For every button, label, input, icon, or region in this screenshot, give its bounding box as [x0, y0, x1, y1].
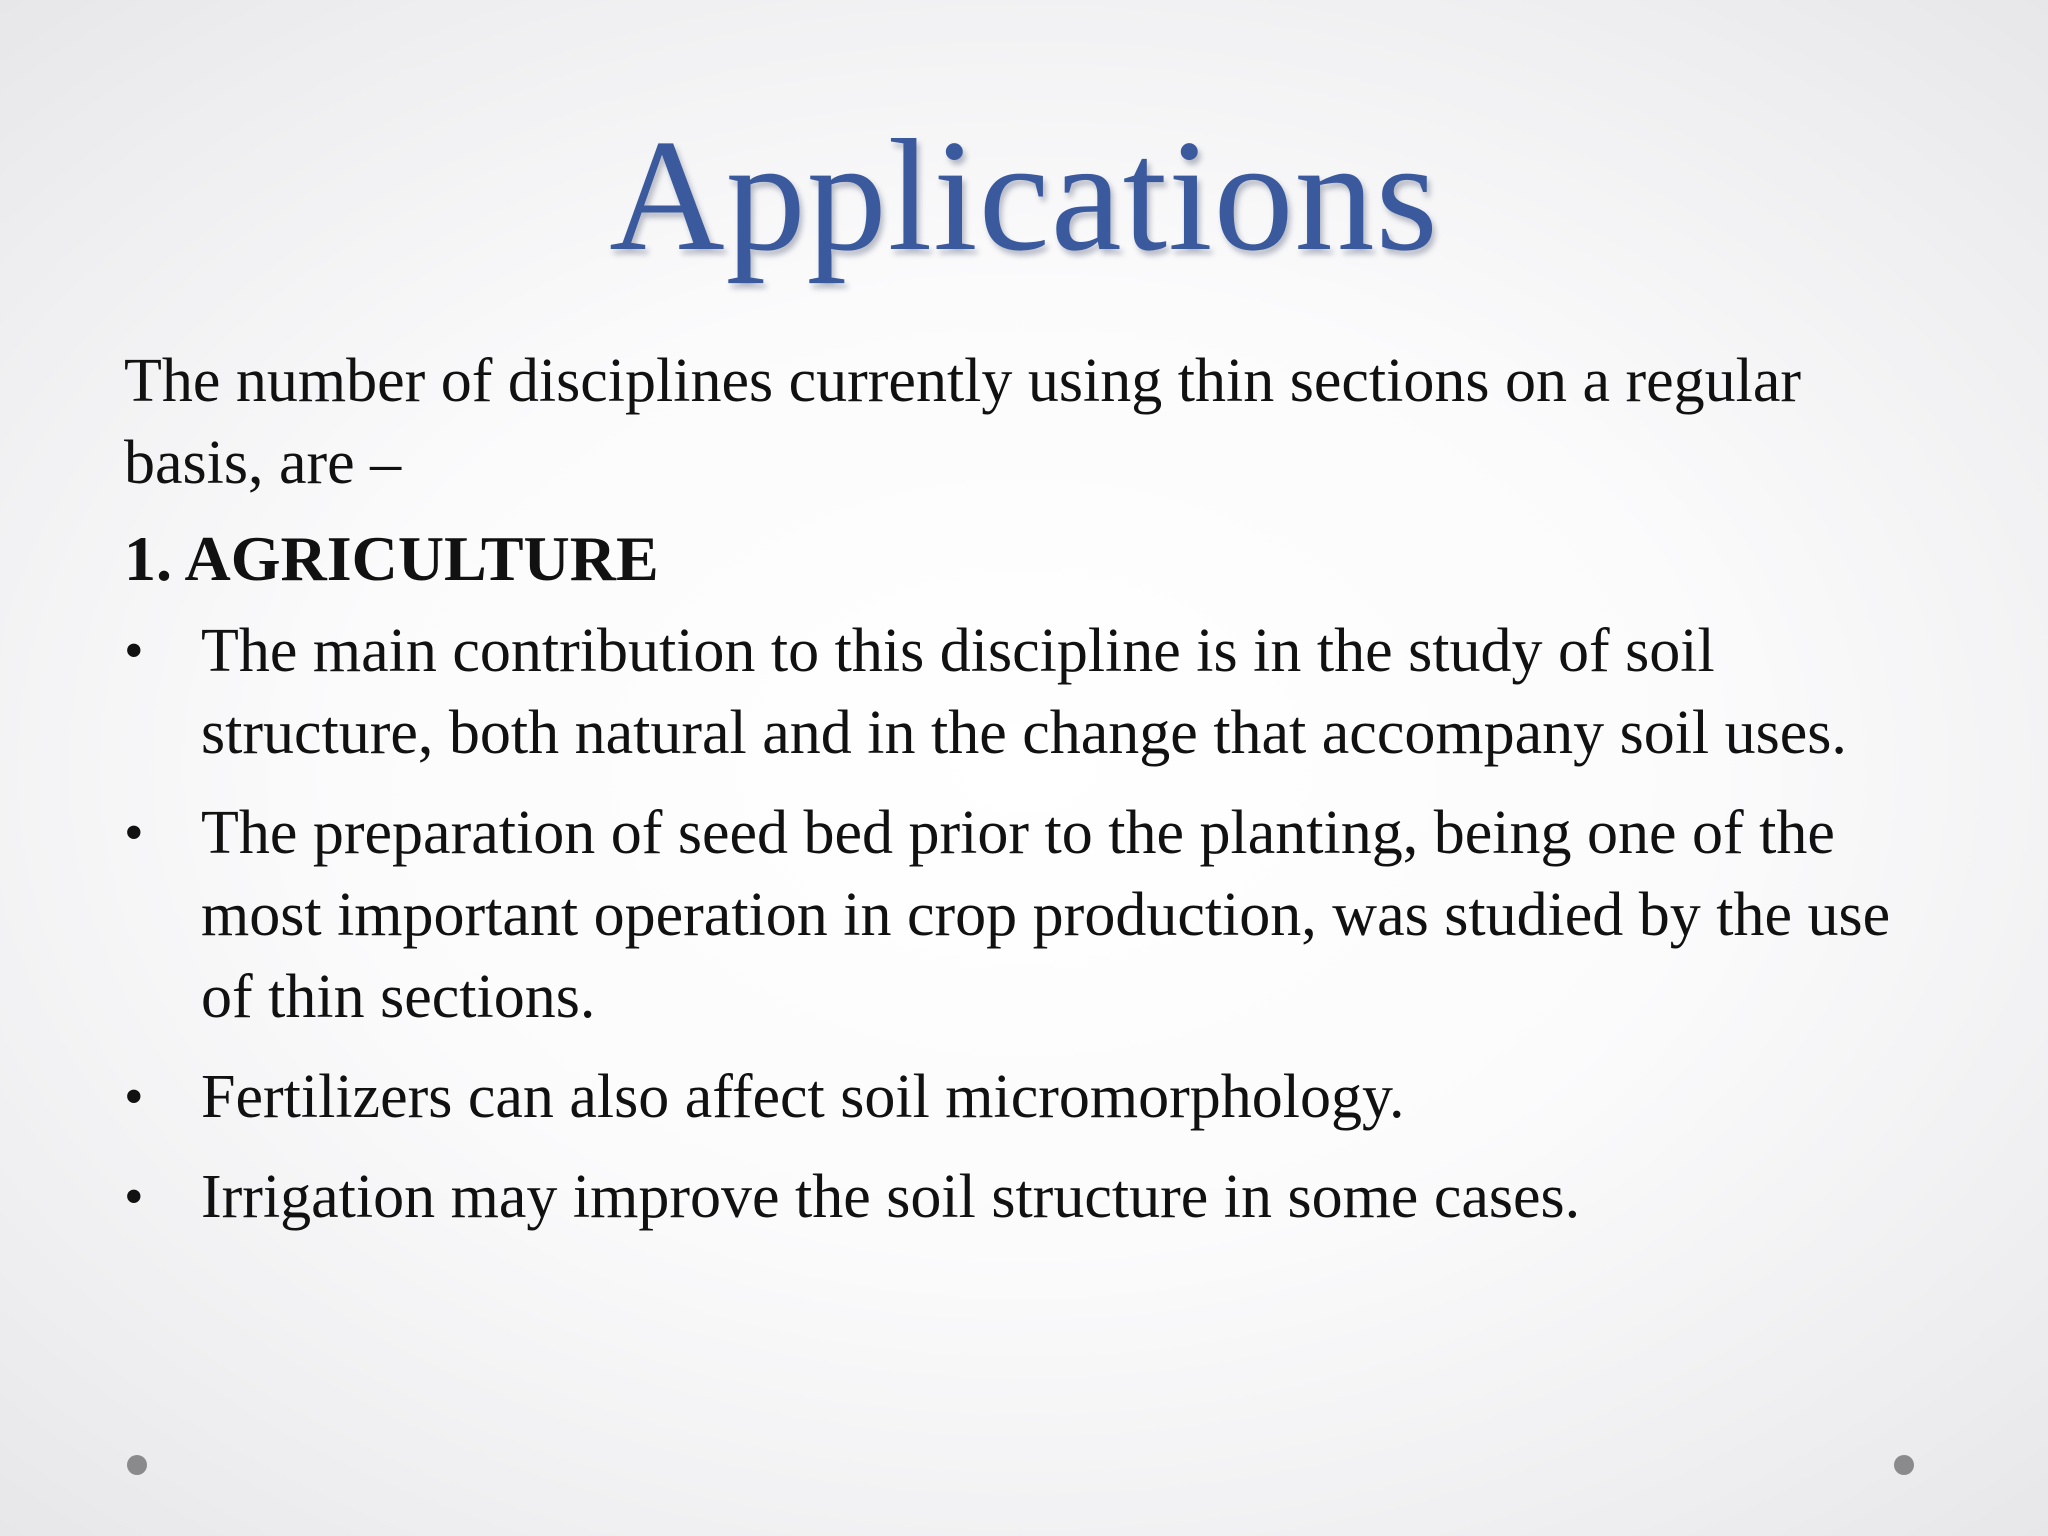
bullet-text: The main contribution to this discipline is in the study of soil structure, both natural and in the change that accompany soil uses.	[201, 617, 1847, 767]
bullet-text: Fertilizers can also affect soil micromorphology.	[201, 1063, 1405, 1131]
bullet-icon: •	[124, 1066, 144, 1128]
intro-text: The number of disciplines currently using thin sections on a regular basis, are –	[124, 347, 1802, 497]
bullet-icon: •	[124, 1166, 144, 1228]
bullet-icon: •	[124, 802, 144, 864]
slide-title: Applications	[609, 106, 1439, 284]
bullet-icon: •	[124, 620, 144, 682]
bullet-item	[124, 1056, 1944, 1138]
bullet-list	[124, 610, 1944, 1238]
bullet-item	[124, 610, 1944, 774]
corner-dot-right-icon	[1894, 1455, 1914, 1475]
section-heading: 1. AGRICULTURE	[124, 523, 659, 594]
bullet-text: Irrigation may improve the soil structure in some cases.	[201, 1163, 1581, 1231]
bullet-item	[124, 1156, 1944, 1238]
bullet-item	[124, 792, 1944, 1038]
bullet-text: The preparation of seed bed prior to the planting, being one of the most important operation in crop production, was studied by the use of thin sections.	[201, 799, 1891, 1031]
slide-content	[124, 340, 1944, 1256]
corner-dot-left-icon	[127, 1455, 147, 1475]
